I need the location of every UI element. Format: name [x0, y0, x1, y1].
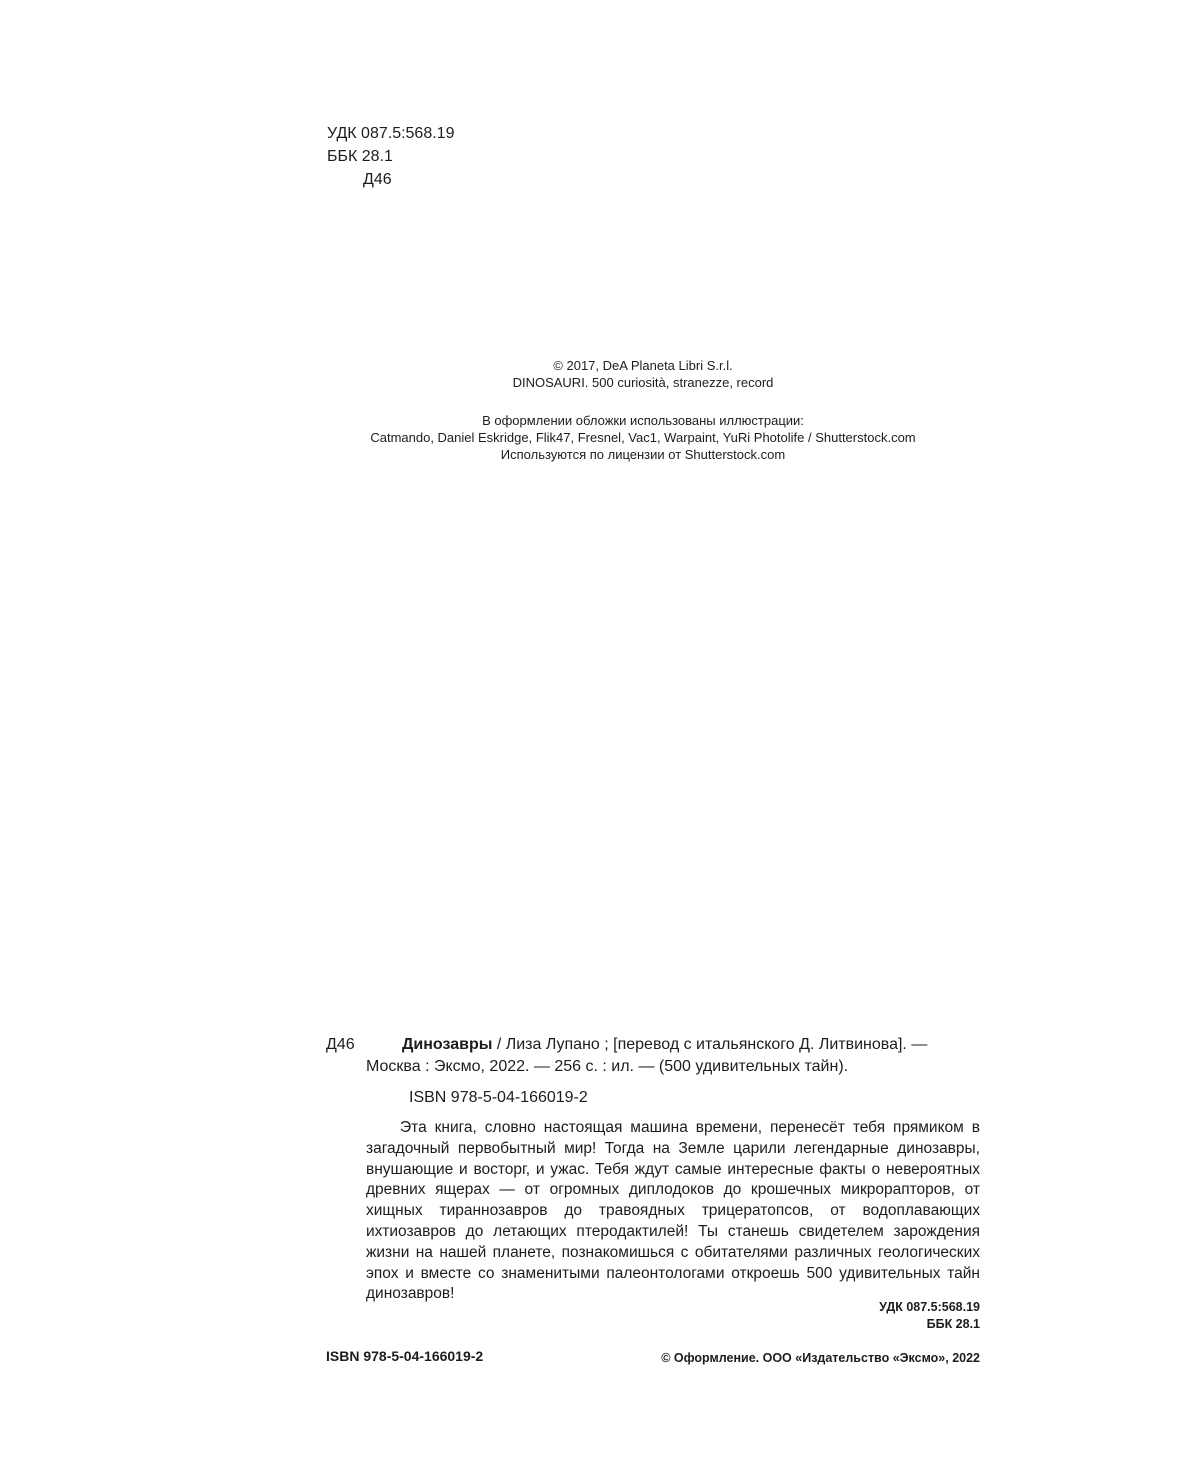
- copyright-line: © 2017, DeA Planeta Libri S.r.l.: [553, 358, 733, 373]
- classification-codes: [327, 122, 454, 191]
- rights-block: [300, 357, 986, 391]
- bbk-code: ББК 28.1: [327, 148, 393, 165]
- footer-udk: УДК 087.5:568.19: [879, 1300, 980, 1314]
- illustrations-credit: [300, 412, 986, 463]
- illustrations-line-1: В оформлении обложки использованы иллюстрации:: [482, 413, 804, 428]
- udk-code: УДК 087.5:568.19: [327, 125, 455, 142]
- catalog-isbn: ISBN 978-5-04-166019-2: [409, 1089, 588, 1106]
- footer-codes: [780, 1299, 980, 1333]
- footer-copyright: © Оформление. ООО «Издательство «Эксмо», 2022: [661, 1351, 980, 1365]
- catalog-code: Д46: [326, 1036, 355, 1053]
- original-title: DINOSAURI. 500 curiosità, stranezze, record: [512, 375, 774, 390]
- footer-isbn: ISBN 978-5-04-166019-2: [326, 1348, 484, 1364]
- author-sign: Д46: [363, 171, 392, 188]
- catalog-entry: [366, 1034, 980, 1078]
- annotation: Эта книга, словно настоящая машина времени, перенесёт тебя прямиком в загадочный первобытный мир! Тогда на Земле царили легендарные динозавры, внушающие и восторг, и ужас. Тебя ждут самые интересные факты о невероятных древних ящерах — от огромных диплодоков до крошечных микрорапторов, от хищных тираннозавров до травоядных трицератопсов, от водоплавающих ихтиозавров до летающих птеродактилей! Ты станешь свидетелем зарождения жизни на нашей планете, познакомишься с обитателями различных геологических эпох и вместе со знаменитыми палеонтологами откроешь 500 удивительных тайн динозавров!: [366, 1119, 980, 1303]
- footer-bbk: ББК 28.1: [926, 1317, 980, 1331]
- illustrations-line-3: Используются по лицензии от Shutterstock.com: [500, 447, 786, 462]
- illustrations-line-2: Catmando, Daniel Eskridge, Flik47, Fresnel, Vac1, Warpaint, YuRi Photolife / Shutterstock.com: [370, 430, 916, 445]
- bibliographic-description: / Лиза Лупано ; [перевод с итальянского Д. Литвинова]. — Москва : Эксмо, 2022. — 256 с. : ил. — (500 удивительных тайн).: [366, 1036, 928, 1075]
- book-title: Динозавры: [402, 1036, 493, 1053]
